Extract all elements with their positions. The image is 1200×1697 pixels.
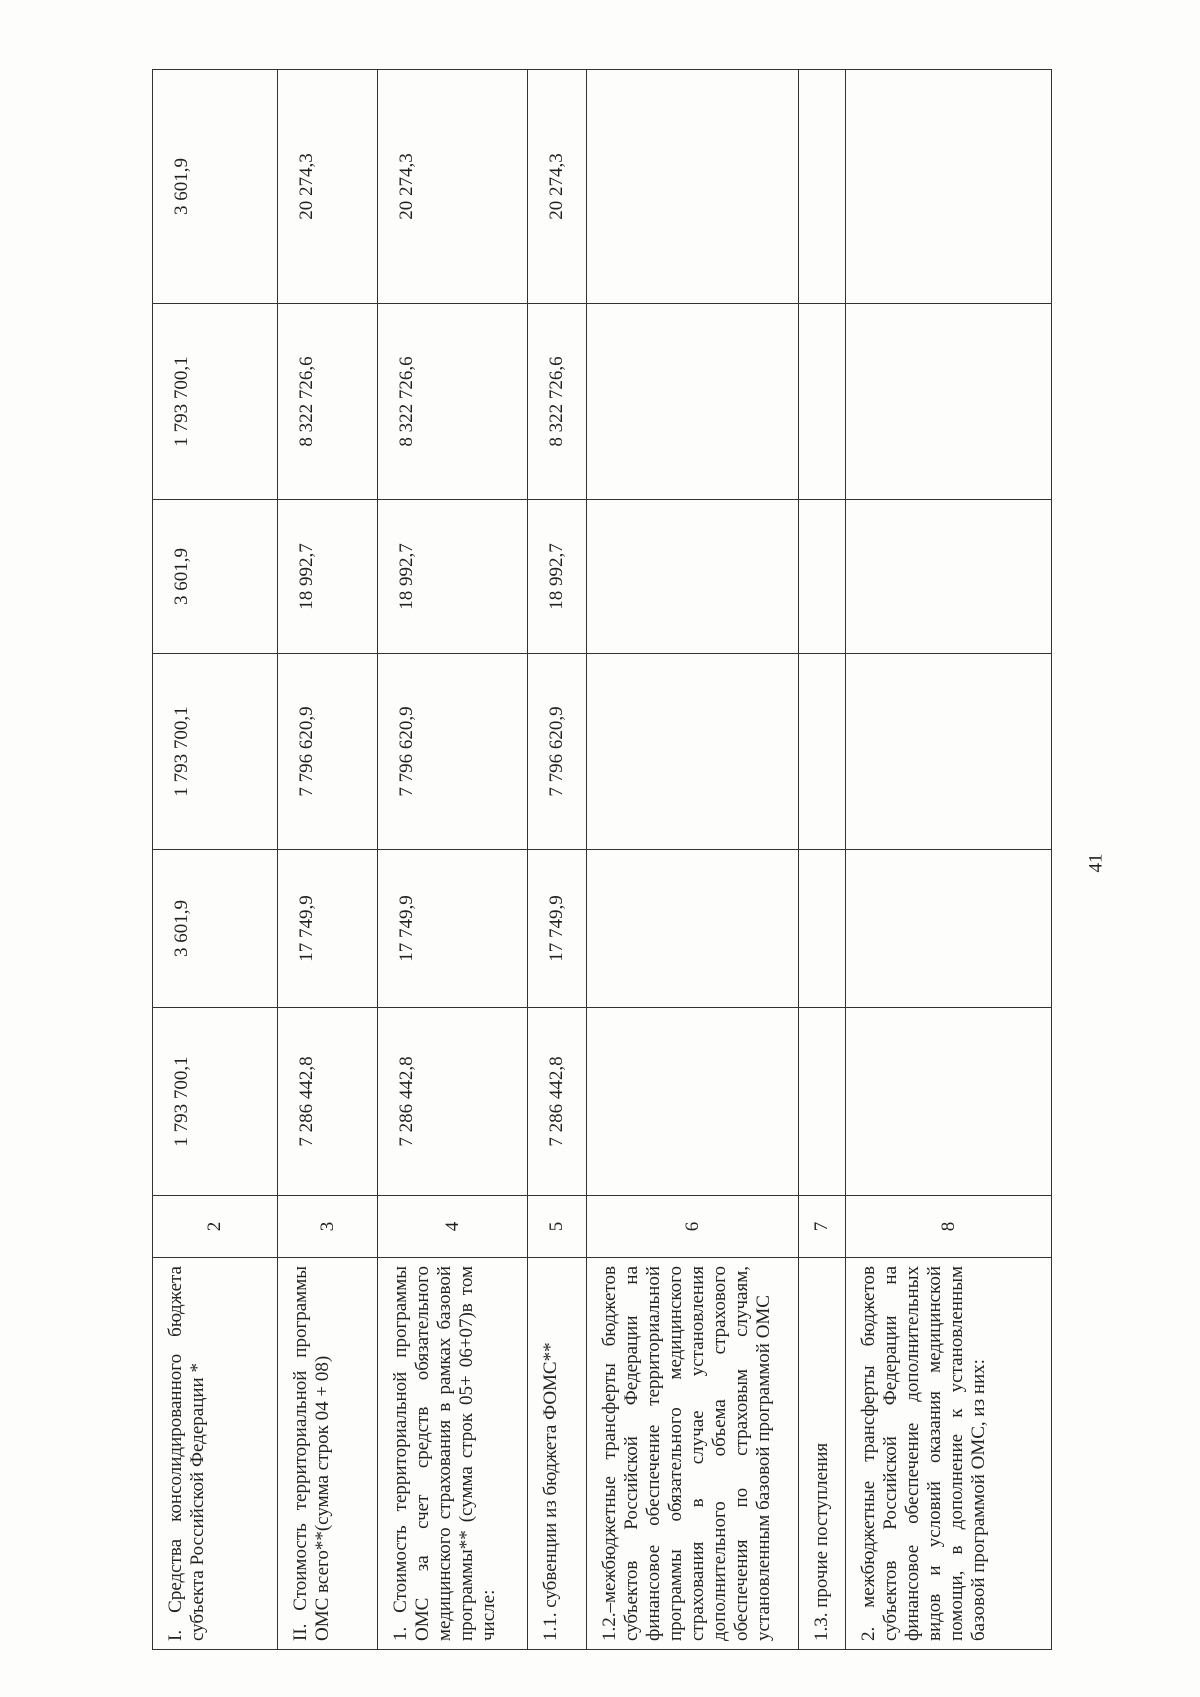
table-cell (846, 654, 1052, 850)
table-cell: 1 793 700,1 (153, 1008, 278, 1196)
table-row (799, 70, 846, 1650)
table-cell (846, 1008, 1052, 1196)
row-code: 4 (378, 1196, 528, 1258)
table-cell (846, 500, 1052, 654)
table-cell: 1 793 700,1 (153, 304, 278, 500)
budget-table (152, 69, 1052, 1650)
table-cell: 8 322 726,6 (278, 304, 378, 500)
table-cell (799, 1008, 846, 1196)
table-cell (587, 1008, 799, 1196)
table-row (587, 70, 799, 1650)
table-cell: 3 601,9 (153, 70, 278, 304)
table-cell: 8 322 726,6 (378, 304, 528, 500)
table-row (528, 70, 587, 1650)
table-cell: 7 286 442,8 (278, 1008, 378, 1196)
table-row (278, 70, 378, 1650)
table-cell: 7 796 620,9 (528, 654, 587, 850)
table-cell: 3 601,9 (153, 500, 278, 654)
row-label: 1.3. прочие поступления (799, 1258, 846, 1650)
row-code: 5 (528, 1196, 587, 1258)
row-code: 7 (799, 1196, 846, 1258)
table-row (846, 70, 1052, 1650)
table-cell: 17 749,9 (528, 850, 587, 1008)
table-cell (799, 500, 846, 654)
table-cell: 17 749,9 (378, 850, 528, 1008)
table-cell: 18 992,7 (528, 500, 587, 654)
table-cell: 7 796 620,9 (378, 654, 528, 850)
table-cell: 20 274,3 (278, 70, 378, 304)
budget-table-rotated (152, 70, 1052, 1650)
table-cell: 20 274,3 (378, 70, 528, 304)
table-cell (799, 654, 846, 850)
table-cell (587, 654, 799, 850)
row-label: II. Стоимость территориальной программы ОМС всего**(сумма строк 04 + 08) (278, 1258, 378, 1650)
row-code: 2 (153, 1196, 278, 1258)
row-code: 3 (278, 1196, 378, 1258)
row-label: 2. межбюджетные трансферты бюджетов субъектов Российской Федерации на финансовое обеспечение дополнительных видов и условий оказания медицинской помощи, в дополнение к установленным базовой программой ОМС, из них: (846, 1258, 1052, 1650)
table-cell (846, 70, 1052, 304)
table-cell: 7 286 442,8 (528, 1008, 587, 1196)
table-cell: 1 793 700,1 (153, 654, 278, 850)
page-number: 41 (1085, 853, 1107, 873)
table-row (153, 70, 278, 1650)
table-cell: 18 992,7 (278, 500, 378, 654)
table-cell: 8 322 726,6 (528, 304, 587, 500)
table-cell (799, 304, 846, 500)
table-cell (587, 850, 799, 1008)
table-cell: 18 992,7 (378, 500, 528, 654)
table-cell: 7 286 442,8 (378, 1008, 528, 1196)
row-label: 1.2.–межбюджетные трансферты бюджетов субъектов Российской Федерации на финансовое обеспечение территориальной программы обязательного медицинского страхования в случае установления дополнительного объема страхового обеспечения по страховым случаям, установленным базовой программой ОМС (587, 1258, 799, 1650)
table-cell (587, 500, 799, 654)
table-cell (799, 850, 846, 1008)
table-cell: 3 601,9 (153, 850, 278, 1008)
table-cell (846, 304, 1052, 500)
table-cell (846, 850, 1052, 1008)
row-code: 8 (846, 1196, 1052, 1258)
row-label: 1. Стоимость территориальной программы ОМС за счет средств обязательного медицинского страхования в рамках базовой программы** (сумма строк 05+ 06+07)в том числе: (378, 1258, 528, 1650)
table-cell (799, 70, 846, 304)
row-label: 1.1. субвенции из бюджета ФОМС** (528, 1258, 587, 1650)
table-cell: 7 796 620,9 (278, 654, 378, 850)
table-cell (587, 70, 799, 304)
table-cell: 17 749,9 (278, 850, 378, 1008)
table-cell: 20 274,3 (528, 70, 587, 304)
row-code: 6 (587, 1196, 799, 1258)
table-cell (587, 304, 799, 500)
row-label: I. Средства консолидированного бюджета субъекта Российской Федерации * (153, 1258, 278, 1650)
table-row (378, 70, 528, 1650)
